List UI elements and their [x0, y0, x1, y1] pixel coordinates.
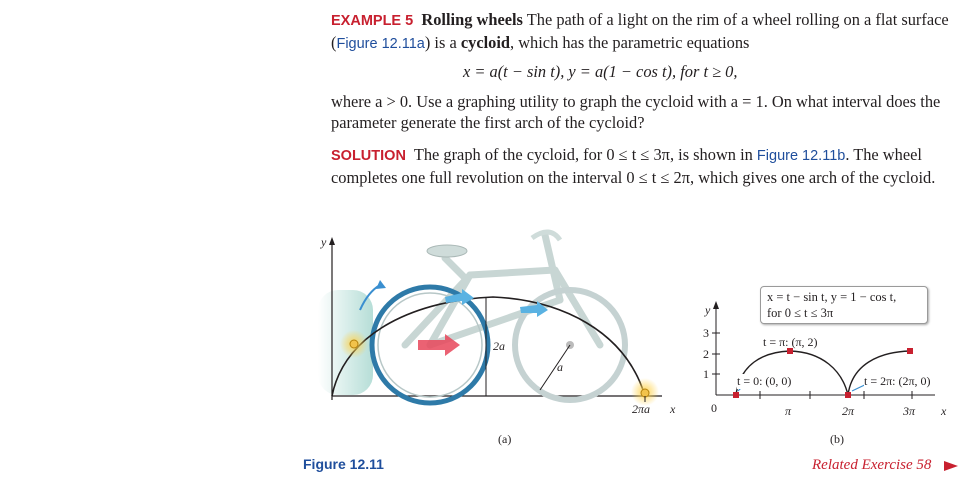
annotation-t-pi: t = π: (π, 2): [763, 335, 818, 349]
front-wheel-radius: [540, 345, 570, 390]
saddle-icon: [427, 245, 467, 257]
example-term: cycloid: [460, 33, 511, 52]
figure-b-caption: (b): [830, 432, 844, 446]
figure-a-caption: (a): [498, 432, 512, 446]
example-label: EXAMPLE 5: [331, 13, 414, 29]
figure-b-y-arrow: [713, 301, 719, 309]
figure-a-label-2pia: 2πa: [632, 402, 651, 416]
figure-a-y-arrow: [329, 237, 335, 245]
tick-y-3: 3: [703, 326, 709, 340]
figure-ref-a-link[interactable]: Figure 12.11a: [336, 36, 425, 52]
tick-x-2pi: 2π: [842, 404, 855, 418]
figure-caption: Figure 12.11: [303, 456, 384, 472]
annotation-t-0: t = 0: (0, 0): [737, 374, 792, 388]
solution-text-a: The graph of the cycloid, for 0 ≤ t ≤ 3π, is shown in: [413, 145, 757, 164]
point-t-0: [733, 392, 739, 398]
point-t-2pi: [845, 392, 851, 398]
legend-line-2: for 0 ≤ t ≤ 3π: [767, 306, 834, 320]
origin-label: 0: [711, 401, 717, 415]
legend-line-1: x = t − sin t, y = 1 − cos t,: [767, 290, 897, 304]
solution-label: SOLUTION: [331, 148, 406, 164]
tick-x-3pi: 3π: [903, 404, 916, 418]
figure-a-label-2a: 2a: [493, 339, 505, 353]
example-text-a: The path of a light on the rim of a wheel rolling on a flat surface (: [331, 10, 949, 52]
light-point-start: [350, 340, 358, 348]
figure-ref-b-link[interactable]: Figure 12.11b: [756, 148, 846, 164]
annotation-t-2pi: t = 2π: (2π, 0): [864, 374, 931, 388]
figure-a-label-a: a: [557, 360, 563, 374]
figure-a-y-label: y: [321, 235, 327, 249]
solution-text-b: . The wheel completes one full revolution on the interval 0 ≤ t ≤ 2π, which gives one arch of the cycloid.: [331, 145, 936, 187]
figure-a-x-label: x: [670, 402, 676, 416]
related-arrow-icon: [944, 461, 958, 471]
example-text-b: ) is a: [424, 33, 461, 52]
light-point-end: [641, 389, 649, 397]
figure-b-x-label: x: [941, 404, 947, 418]
tick-y-1: 1: [703, 367, 709, 381]
figure-b-y-label: y: [705, 303, 711, 317]
related-exercise-link[interactable]: Related Exercise 58: [812, 457, 932, 473]
figure-b-legend-box: [760, 286, 928, 324]
point-t-3pi: [907, 348, 913, 354]
tick-x-pi: π: [785, 404, 792, 418]
example-text-c: , which has the parametric equations: [510, 33, 750, 52]
tick-y-2: 2: [703, 347, 709, 361]
parametric-equation: x = a(t − sin t), y = a(1 − cos t), for t ≥ 0,: [463, 62, 738, 81]
question-paragraph: where a > 0. Use a graphing utility to graph the cycloid with a = 1. On what interval does the parameter generate the first arch of the cycloid?: [331, 92, 941, 132]
example-title: Rolling wheels: [421, 10, 523, 29]
